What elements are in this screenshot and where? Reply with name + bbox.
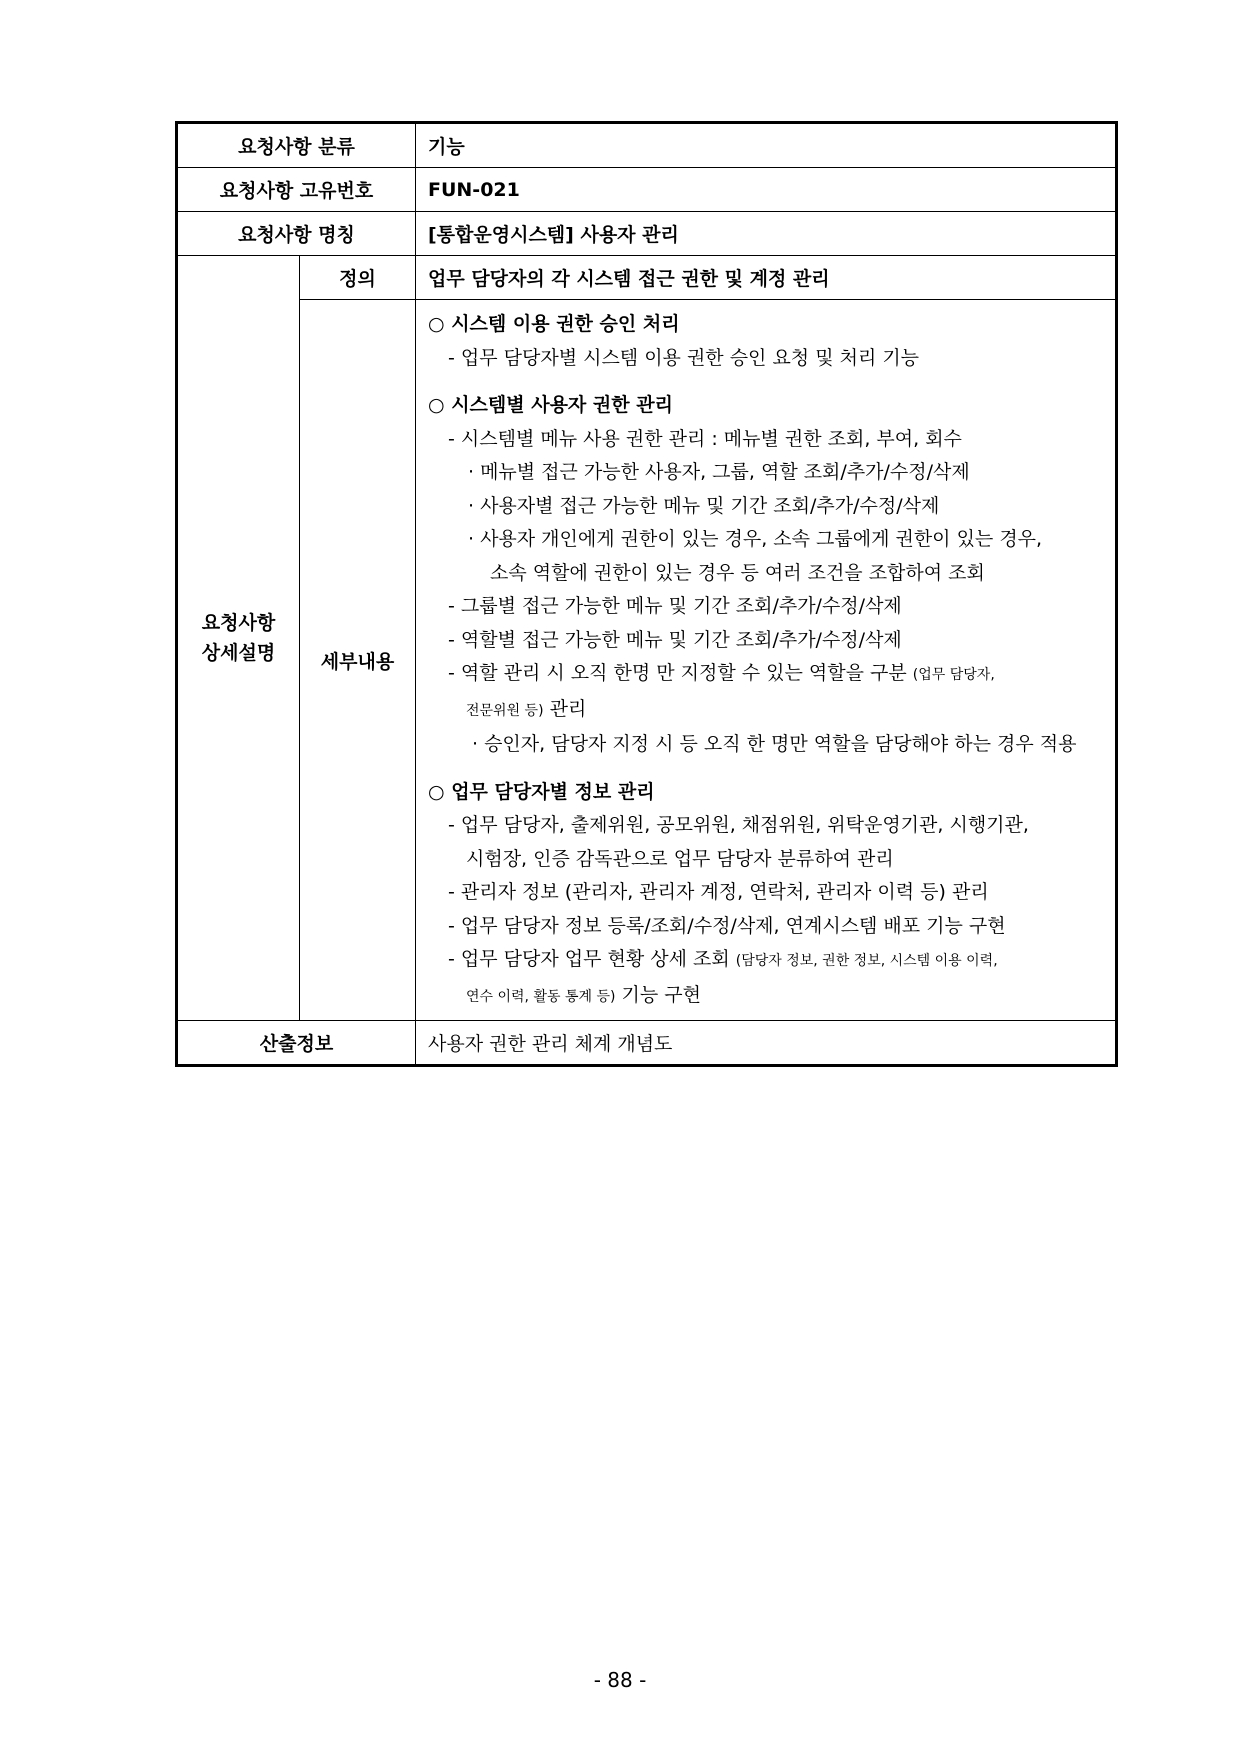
detail-text: - 역할 관리 시 오직 한명 만 지정할 수 있는 역할을 구분 — [448, 662, 907, 684]
definition-label: 정의 — [300, 256, 416, 300]
detail-line — [428, 979, 1103, 1015]
detail-line: · 메뉴별 접근 가능한 사용자, 그룹, 역할 조회/추가/수정/삭제 — [468, 461, 970, 483]
section-title: ○ 시스템 이용 권한 승인 처리 — [428, 313, 680, 335]
detail-line — [428, 693, 1103, 729]
detail-line — [428, 943, 1103, 979]
detail-line: - 업무 담당자별 시스템 이용 권한 승인 요청 및 처리 기능 — [448, 346, 920, 369]
detail-note: 연수 이력, 활동 통계 등) — [466, 988, 616, 1005]
detail-line: 소속 역할에 권한이 있는 경우 등 여러 조건을 조합하여 조회 — [490, 561, 985, 584]
detail-note: (업무 담당자, — [912, 667, 995, 683]
details-label: 세부내용 — [300, 300, 416, 1021]
detail-line: - 시스템별 메뉴 사용 권한 관리 : 메뉴별 권한 조회, 부여, 회수 — [448, 427, 962, 450]
detail-text: 기능 구현 — [621, 983, 701, 1006]
detail-line — [428, 657, 1103, 693]
name-label: 요청사항 명칭 — [177, 212, 416, 256]
detail-line: - 관리자 정보 (관리자, 관리자 계정, 연락처, 관리자 이력 등) 관리 — [448, 881, 989, 903]
detail-line: 시험장, 인증 감독관으로 업무 담당자 분류하여 관리 — [466, 847, 894, 870]
detail-line: - 업무 담당자, 출제위원, 공모위원, 채점위원, 위탁운영기관, 시행기관, — [448, 814, 1029, 836]
section-title: ○ 업무 담당자별 정보 관리 — [428, 780, 655, 803]
requirement-table — [175, 121, 1118, 1067]
id-label: 요청사항 고유번호 — [177, 168, 416, 212]
detail-label: 요청사항 상세설명 — [177, 256, 300, 1021]
output-value: 사용자 권한 관리 체계 개념도 — [416, 1021, 1117, 1066]
definition-value: 업무 담당자의 각 시스템 접근 권한 및 계정 관리 — [416, 256, 1117, 300]
detail-text: - 업무 담당자 업무 현황 상세 조회 — [448, 948, 730, 970]
output-label: 산출정보 — [177, 1021, 416, 1066]
section-title: ○ 시스템별 사용자 권한 관리 — [428, 394, 673, 416]
name-value: [통합운영시스템] 사용자 관리 — [416, 212, 1117, 256]
detail-note: 전문위원 등) — [466, 702, 544, 719]
detail-line: - 그룹별 접근 가능한 메뉴 및 기간 조회/추가/수정/삭제 — [448, 595, 902, 617]
detail-line: - 업무 담당자 정보 등록/조회/수정/삭제, 연계시스템 배포 기능 구현 — [448, 914, 1006, 937]
detail-text: 관리 — [549, 697, 587, 720]
category-value: 기능 — [416, 123, 1117, 168]
details-content — [416, 300, 1117, 1021]
detail-line: · 사용자별 접근 가능한 메뉴 및 기간 조회/추가/수정/삭제 — [468, 494, 940, 517]
detail-line: · 승인자, 담당자 지정 시 등 오직 한 명만 역할을 담당해야 하는 경우 적용 — [472, 733, 1077, 755]
page-number: - 88 - — [593, 1668, 647, 1692]
detail-note: (담당자 정보, 권한 정보, 시스템 이용 이력, — [735, 953, 998, 969]
detail-line: · 사용자 개인에게 권한이 있는 경우, 소속 그룹에게 권한이 있는 경우, — [468, 528, 1043, 550]
detail-line: - 역할별 접근 가능한 메뉴 및 기간 조회/추가/수정/삭제 — [448, 628, 902, 651]
category-label: 요청사항 분류 — [177, 123, 416, 168]
id-value: FUN-021 — [416, 168, 1117, 212]
